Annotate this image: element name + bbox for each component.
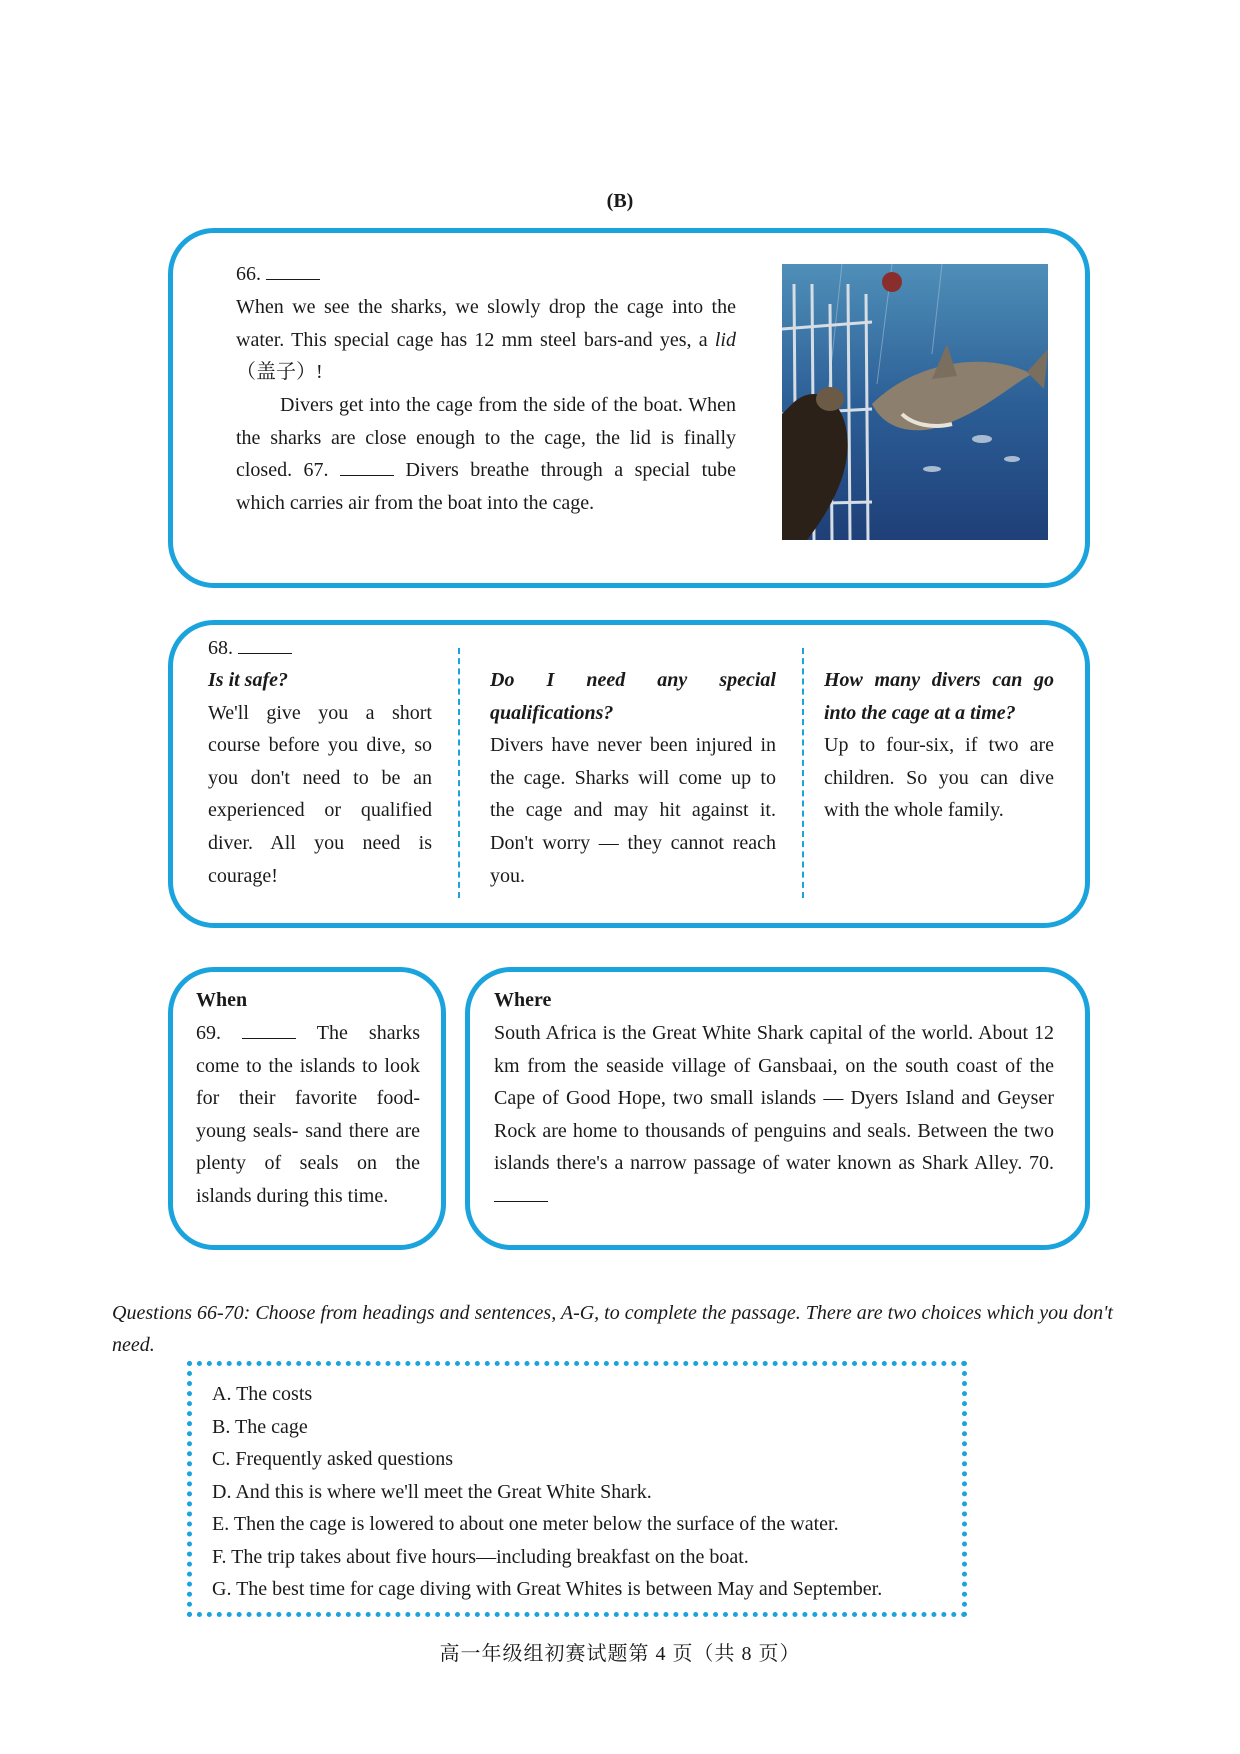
option-f: F. The trip takes about five hours—including breakfast on the boat. [212, 1545, 749, 1568]
answer-blank-69[interactable] [242, 1020, 296, 1039]
section-label: (B) [606, 190, 634, 212]
option-g: G. The best time for cage diving with Great Whites is between May and September. [212, 1578, 883, 1600]
faq-answer: Up to four-six, if two are children. So you can dive with the whole family. [824, 734, 1054, 822]
faq-column-3 [824, 664, 1054, 827]
faq-answer: Divers have never been injured in the cage. Sharks will come up to the cage and may hit against it. Don't worry — they cannot reach you. [490, 734, 776, 887]
option-b: B. The cage [212, 1415, 308, 1438]
column-divider [802, 648, 804, 898]
faq-question: How many divers can go into the cage at a time? [824, 669, 1054, 724]
question-number: 66. [236, 263, 261, 285]
answer-blank[interactable] [238, 635, 292, 654]
faq-question: Is it safe? [208, 669, 288, 691]
answer-blank-67[interactable] [340, 457, 394, 476]
question-number: 68. [208, 637, 233, 659]
when-heading: When [196, 989, 248, 1011]
instructions: Questions 66-70: Choose from headings and sentences, A-G, to complete the passage. There are two choices which you don't need. [112, 1302, 1113, 1356]
blank-68 [208, 632, 292, 665]
answer-options-box [187, 1361, 967, 1617]
blank-66 [236, 258, 320, 291]
faq-answer: We'll give you a short course before you dive, so you don't need to be an experienced or qualified diver. All you need is courage! [208, 701, 432, 887]
faq-column-1 [208, 664, 432, 892]
where-heading: Where [494, 989, 552, 1011]
when-text: 69. The sharks come to the islands to look for their favorite food-young seals- sand there are plenty of seals on the islands during this time. [196, 1022, 421, 1207]
page-footer: 高一年级组初赛试题第 4 页（共 8 页） [439, 1643, 801, 1665]
question-number: 69. [196, 1022, 221, 1044]
italic-word-lid: lid [714, 328, 736, 351]
shark-cage-photo [782, 264, 1048, 540]
option-d: D. And this is where we'll meet the Great White Shark. [212, 1480, 652, 1503]
shark-cage-illustration [782, 264, 1048, 540]
box1-paragraph-1: When we see the sharks, we slowly drop the cage into the water. This special cage has 12 mm steel bars-and yes, a lid（盖子）! [236, 296, 736, 384]
faq-question: Do I need any special qualifications? [490, 669, 776, 724]
option-c: C. Frequently asked questions [212, 1448, 454, 1470]
answer-blank[interactable] [266, 261, 320, 280]
box1-paragraph-2: Divers get into the cage from the side of the boat. When the sharks are close enough to the cage, the lid is finally closed. 67. Divers breathe through a special tube which carries air from the boat into the cage. [236, 394, 737, 514]
column-divider [458, 648, 460, 898]
faq-column-2 [490, 664, 776, 892]
option-a: A. The costs [212, 1383, 313, 1405]
option-e: E. Then the cage is lowered to about one meter below the surface of the water. [212, 1513, 839, 1535]
answer-blank-70[interactable] [494, 1183, 548, 1202]
where-text: South Africa is the Great White Shark capital of the world. About 12 km from the seaside village of Gansbaai, on the south coast of the Cape of Good Hope, two small islands — Dyers Island and Geyser Rock are home to thousands of penguins and seals. Between the two islands there's a narrow passage of water known as Shark Alley. 70. [494, 1017, 1054, 1213]
